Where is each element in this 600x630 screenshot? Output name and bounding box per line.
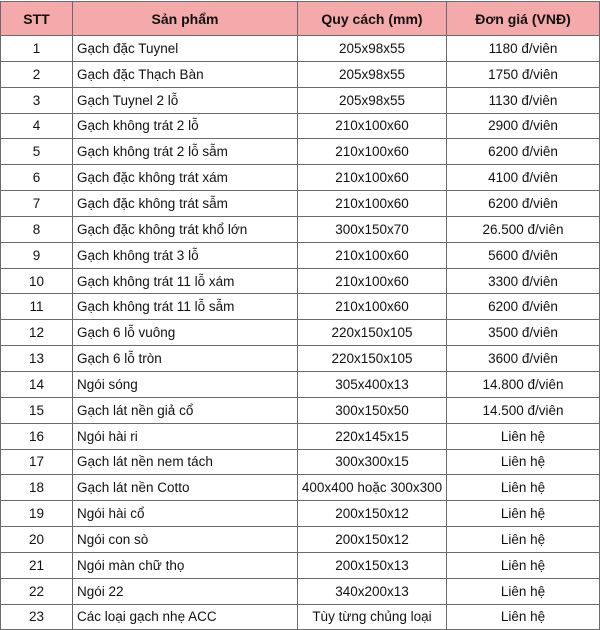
table-row xyxy=(1,113,600,139)
cell-stt: 1 xyxy=(1,36,73,62)
cell-product: Gạch đặc Thạch Bàn xyxy=(73,61,298,87)
cell-product: Ngói 22 xyxy=(73,578,298,604)
cell-spec: 210x100x60 xyxy=(298,165,447,191)
cell-stt: 21 xyxy=(1,552,73,578)
cell-price: 3600 đ/viên xyxy=(447,346,600,372)
cell-price: Liên hệ xyxy=(447,527,600,553)
table-row xyxy=(1,165,600,191)
cell-stt: 13 xyxy=(1,346,73,372)
cell-spec: Tùy từng chủng loại xyxy=(298,604,447,630)
cell-spec: 210x100x60 xyxy=(298,242,447,268)
cell-product: Ngói con sò xyxy=(73,527,298,553)
cell-spec: 205x98x55 xyxy=(298,36,447,62)
cell-price: 1750 đ/viên xyxy=(447,61,600,87)
cell-product: Gạch không trát 11 lỗ sẫm xyxy=(73,294,298,320)
cell-stt: 16 xyxy=(1,423,73,449)
cell-spec: 220x145x15 xyxy=(298,423,447,449)
cell-product: Gạch đặc không trát khổ lớn xyxy=(73,216,298,242)
cell-product: Gạch 6 lỗ vuông xyxy=(73,320,298,346)
table-header xyxy=(1,2,600,36)
cell-stt: 7 xyxy=(1,191,73,217)
cell-stt: 8 xyxy=(1,216,73,242)
cell-price: 6200 đ/viên xyxy=(447,191,600,217)
cell-spec: 210x100x60 xyxy=(298,139,447,165)
cell-product: Gạch không trát 11 lỗ xám xyxy=(73,268,298,294)
header-product: Sản phẩm xyxy=(73,2,298,36)
cell-spec: 200x150x12 xyxy=(298,527,447,553)
cell-product: Gạch Tuynel 2 lỗ xyxy=(73,87,298,113)
cell-price: 3500 đ/viên xyxy=(447,320,600,346)
cell-price: 6200 đ/viên xyxy=(447,294,600,320)
cell-stt: 22 xyxy=(1,578,73,604)
table-row xyxy=(1,501,600,527)
table-row xyxy=(1,475,600,501)
cell-spec: 300x150x70 xyxy=(298,216,447,242)
cell-product: Ngói hài ri xyxy=(73,423,298,449)
cell-product: Gạch không trát 2 lỗ sẫm xyxy=(73,139,298,165)
cell-price: 6200 đ/viên xyxy=(447,139,600,165)
cell-price: 26.500 đ/viên xyxy=(447,216,600,242)
cell-spec: 210x100x60 xyxy=(298,268,447,294)
cell-stt: 23 xyxy=(1,604,73,630)
table-row xyxy=(1,61,600,87)
cell-spec: 305x400x13 xyxy=(298,371,447,397)
cell-stt: 5 xyxy=(1,139,73,165)
cell-stt: 2 xyxy=(1,61,73,87)
cell-price: 4100 đ/viên xyxy=(447,165,600,191)
cell-product: Gạch không trát 3 lỗ xyxy=(73,242,298,268)
header-row xyxy=(1,2,600,36)
cell-stt: 14 xyxy=(1,371,73,397)
cell-price: Liên hệ xyxy=(447,604,600,630)
cell-product: Gạch đặc không trát xám xyxy=(73,165,298,191)
table-row xyxy=(1,397,600,423)
table-row xyxy=(1,139,600,165)
cell-stt: 12 xyxy=(1,320,73,346)
cell-price: Liên hệ xyxy=(447,423,600,449)
table-row xyxy=(1,191,600,217)
header-stt: STT xyxy=(1,2,73,36)
cell-stt: 18 xyxy=(1,475,73,501)
cell-product: Gạch đặc Tuynel xyxy=(73,36,298,62)
cell-product: Gạch không trát 2 lỗ xyxy=(73,113,298,139)
cell-product: Ngói sóng xyxy=(73,371,298,397)
cell-product: Ngói màn chữ thọ xyxy=(73,552,298,578)
cell-stt: 19 xyxy=(1,501,73,527)
cell-price: Liên hệ xyxy=(447,552,600,578)
cell-price: 3300 đ/viên xyxy=(447,268,600,294)
price-table xyxy=(0,1,600,630)
table-row xyxy=(1,242,600,268)
cell-spec: 205x98x55 xyxy=(298,61,447,87)
cell-product: Gạch lát nền giả cổ xyxy=(73,397,298,423)
cell-stt: 4 xyxy=(1,113,73,139)
table-row xyxy=(1,216,600,242)
cell-stt: 17 xyxy=(1,449,73,475)
cell-product: Các loại gạch nhẹ ACC xyxy=(73,604,298,630)
table-row xyxy=(1,578,600,604)
cell-spec: 210x100x60 xyxy=(298,191,447,217)
cell-spec: 400x400 hoặc 300x300 xyxy=(298,475,447,501)
cell-product: Gạch lát nền nem tách xyxy=(73,449,298,475)
cell-price: Liên hệ xyxy=(447,449,600,475)
cell-spec: 300x300x15 xyxy=(298,449,447,475)
cell-price: 14.800 đ/viên xyxy=(447,371,600,397)
cell-spec: 340x200x13 xyxy=(298,578,447,604)
table-row xyxy=(1,346,600,372)
cell-stt: 6 xyxy=(1,165,73,191)
cell-price: 1130 đ/viên xyxy=(447,87,600,113)
cell-spec: 200x150x12 xyxy=(298,501,447,527)
table-row xyxy=(1,423,600,449)
cell-product: Ngói hài cổ xyxy=(73,501,298,527)
cell-spec: 200x150x13 xyxy=(298,552,447,578)
table-body xyxy=(1,36,600,630)
cell-spec: 210x100x60 xyxy=(298,113,447,139)
cell-stt: 15 xyxy=(1,397,73,423)
cell-stt: 9 xyxy=(1,242,73,268)
header-price: Đơn giá (VNĐ) xyxy=(447,2,600,36)
cell-price: Liên hệ xyxy=(447,475,600,501)
table-row xyxy=(1,449,600,475)
table-row xyxy=(1,552,600,578)
cell-spec: 300x150x50 xyxy=(298,397,447,423)
cell-price: 2900 đ/viên xyxy=(447,113,600,139)
table-row xyxy=(1,527,600,553)
cell-stt: 20 xyxy=(1,527,73,553)
table-row xyxy=(1,36,600,62)
cell-price: Liên hệ xyxy=(447,578,600,604)
cell-spec: 220x150x105 xyxy=(298,346,447,372)
cell-stt: 10 xyxy=(1,268,73,294)
cell-spec: 210x100x60 xyxy=(298,294,447,320)
cell-spec: 205x98x55 xyxy=(298,87,447,113)
cell-price: Liên hệ xyxy=(447,501,600,527)
cell-product: Gạch lát nền Cotto xyxy=(73,475,298,501)
table-row xyxy=(1,268,600,294)
cell-price: 1180 đ/viên xyxy=(447,36,600,62)
table-row xyxy=(1,294,600,320)
cell-spec: 220x150x105 xyxy=(298,320,447,346)
table-row xyxy=(1,320,600,346)
cell-product: Gạch đặc không trát sẫm xyxy=(73,191,298,217)
table-row xyxy=(1,371,600,397)
cell-price: 5600 đ/viên xyxy=(447,242,600,268)
table-row xyxy=(1,604,600,630)
header-spec: Quy cách (mm) xyxy=(298,2,447,36)
table-row xyxy=(1,87,600,113)
cell-product: Gạch 6 lỗ tròn xyxy=(73,346,298,372)
cell-price: 14.500 đ/viên xyxy=(447,397,600,423)
cell-stt: 11 xyxy=(1,294,73,320)
cell-stt: 3 xyxy=(1,87,73,113)
